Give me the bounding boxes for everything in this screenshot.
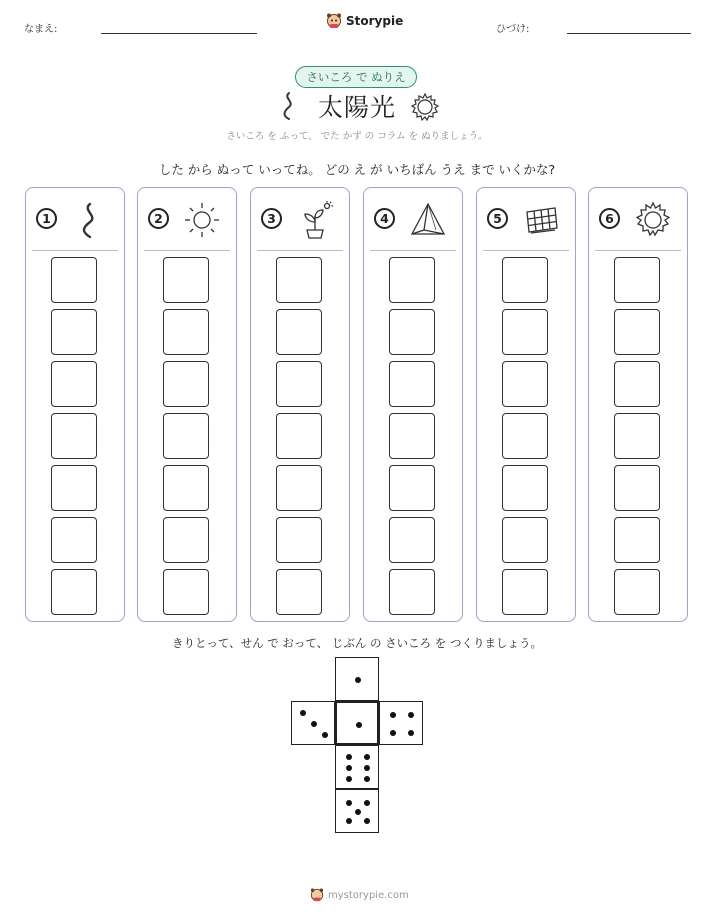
column-number: 5	[487, 208, 508, 229]
dice-pip	[346, 818, 352, 824]
dice-pip	[364, 776, 370, 782]
dice-pip	[364, 765, 370, 771]
color-cell[interactable]	[163, 413, 209, 459]
sunray-wave-icon	[70, 200, 110, 240]
dice-pip	[346, 800, 352, 806]
instruction: した から ぬって いってね。 どの え が いちばん うえ まで いくかな?	[158, 162, 556, 177]
column-6	[588, 187, 688, 622]
column-number: 2	[148, 208, 169, 229]
name-label: なまえ:	[24, 24, 58, 35]
sun-badge-icon	[633, 200, 673, 240]
dice-pip	[355, 809, 361, 815]
dice-face-top	[335, 657, 379, 701]
column-number: 3	[261, 208, 282, 229]
storypie-mascot-icon	[326, 12, 342, 30]
color-cell[interactable]	[502, 465, 548, 511]
column-3	[250, 187, 350, 622]
column-2	[137, 187, 237, 622]
prism-icon	[408, 200, 448, 240]
color-cell[interactable]	[163, 257, 209, 303]
color-cell[interactable]	[502, 309, 548, 355]
dice-pip	[322, 732, 328, 738]
cut-instruction: きりとって、せん で おって、 じぶん の さいころ を つくりましょう。	[172, 636, 542, 650]
color-cell[interactable]	[276, 569, 322, 615]
color-cell[interactable]	[163, 361, 209, 407]
color-cell[interactable]	[276, 517, 322, 563]
column-number: 6	[599, 208, 620, 229]
dice-pip	[408, 730, 414, 736]
color-cell[interactable]	[614, 361, 660, 407]
dice-pip	[311, 721, 317, 727]
dice-pip	[390, 712, 396, 718]
color-cell[interactable]	[51, 361, 97, 407]
brand-name: Storypie	[346, 14, 404, 28]
subtitle: さいころ を ふって、 でた かず の コラム を ぬりましょう。	[226, 131, 488, 142]
color-cell[interactable]	[51, 569, 97, 615]
color-cell[interactable]	[163, 309, 209, 355]
color-cell[interactable]	[163, 517, 209, 563]
storypie-mascot-icon	[310, 887, 324, 903]
column-divider	[144, 250, 230, 251]
color-cell[interactable]	[163, 569, 209, 615]
color-cell[interactable]	[276, 309, 322, 355]
color-cell[interactable]	[614, 569, 660, 615]
dice-pip	[364, 818, 370, 824]
color-cell[interactable]	[389, 569, 435, 615]
dice-face-bottom	[335, 789, 379, 833]
dice-pip	[346, 754, 352, 760]
color-cell[interactable]	[51, 517, 97, 563]
date-line[interactable]	[567, 33, 691, 34]
color-cell[interactable]	[502, 517, 548, 563]
dice-pip	[355, 677, 361, 683]
dice-face-left	[291, 701, 335, 745]
color-cell[interactable]	[276, 257, 322, 303]
brand-logo	[326, 12, 403, 30]
column-number: 1	[36, 208, 57, 229]
date-label: ひづけ:	[496, 24, 530, 35]
column-5	[476, 187, 576, 622]
footer	[310, 887, 409, 903]
column-divider	[257, 250, 343, 251]
color-cell[interactable]	[502, 257, 548, 303]
dice-pip	[364, 754, 370, 760]
sun-badge-icon	[409, 91, 441, 123]
dice-face-middle-bottom	[335, 745, 379, 789]
name-line[interactable]	[101, 33, 257, 34]
column-divider	[370, 250, 456, 251]
column-4	[363, 187, 463, 622]
color-cell[interactable]	[502, 361, 548, 407]
color-cell[interactable]	[614, 413, 660, 459]
dice-face-center	[335, 701, 379, 745]
color-cell[interactable]	[276, 465, 322, 511]
dice-pip	[346, 765, 352, 771]
dice-pip	[346, 776, 352, 782]
page-title: 太陽光	[318, 93, 397, 122]
column-divider	[595, 250, 681, 251]
sunray-wave-icon	[282, 91, 296, 121]
dice-pip	[408, 712, 414, 718]
color-cell[interactable]	[614, 309, 660, 355]
dice-face-right	[379, 701, 423, 745]
color-cell[interactable]	[389, 257, 435, 303]
column-number: 4	[374, 208, 395, 229]
color-cell[interactable]	[163, 465, 209, 511]
color-cell[interactable]	[389, 413, 435, 459]
activity-badge: さいころ で ぬりえ	[295, 66, 417, 88]
dice-pip	[300, 710, 306, 716]
color-cell[interactable]	[502, 569, 548, 615]
color-cell[interactable]	[389, 465, 435, 511]
color-cell[interactable]	[389, 517, 435, 563]
color-cell[interactable]	[51, 257, 97, 303]
dice-pip	[390, 730, 396, 736]
sprout-icon	[295, 200, 335, 240]
color-cell[interactable]	[389, 309, 435, 355]
dice-pip	[356, 722, 362, 728]
dice-pip	[364, 800, 370, 806]
color-cell[interactable]	[51, 413, 97, 459]
color-cell[interactable]	[276, 361, 322, 407]
color-cell[interactable]	[51, 465, 97, 511]
color-cell[interactable]	[614, 257, 660, 303]
color-cell[interactable]	[614, 465, 660, 511]
color-cell[interactable]	[51, 309, 97, 355]
color-cell[interactable]	[276, 413, 322, 459]
column-1	[25, 187, 125, 622]
color-cell[interactable]	[614, 517, 660, 563]
footer-url[interactable]: mystorypie.com	[328, 889, 409, 901]
solar-panel-icon	[521, 200, 561, 240]
color-cell[interactable]	[502, 413, 548, 459]
sun-icon	[182, 200, 222, 240]
column-divider	[483, 250, 569, 251]
color-cell[interactable]	[389, 361, 435, 407]
column-divider	[32, 250, 118, 251]
